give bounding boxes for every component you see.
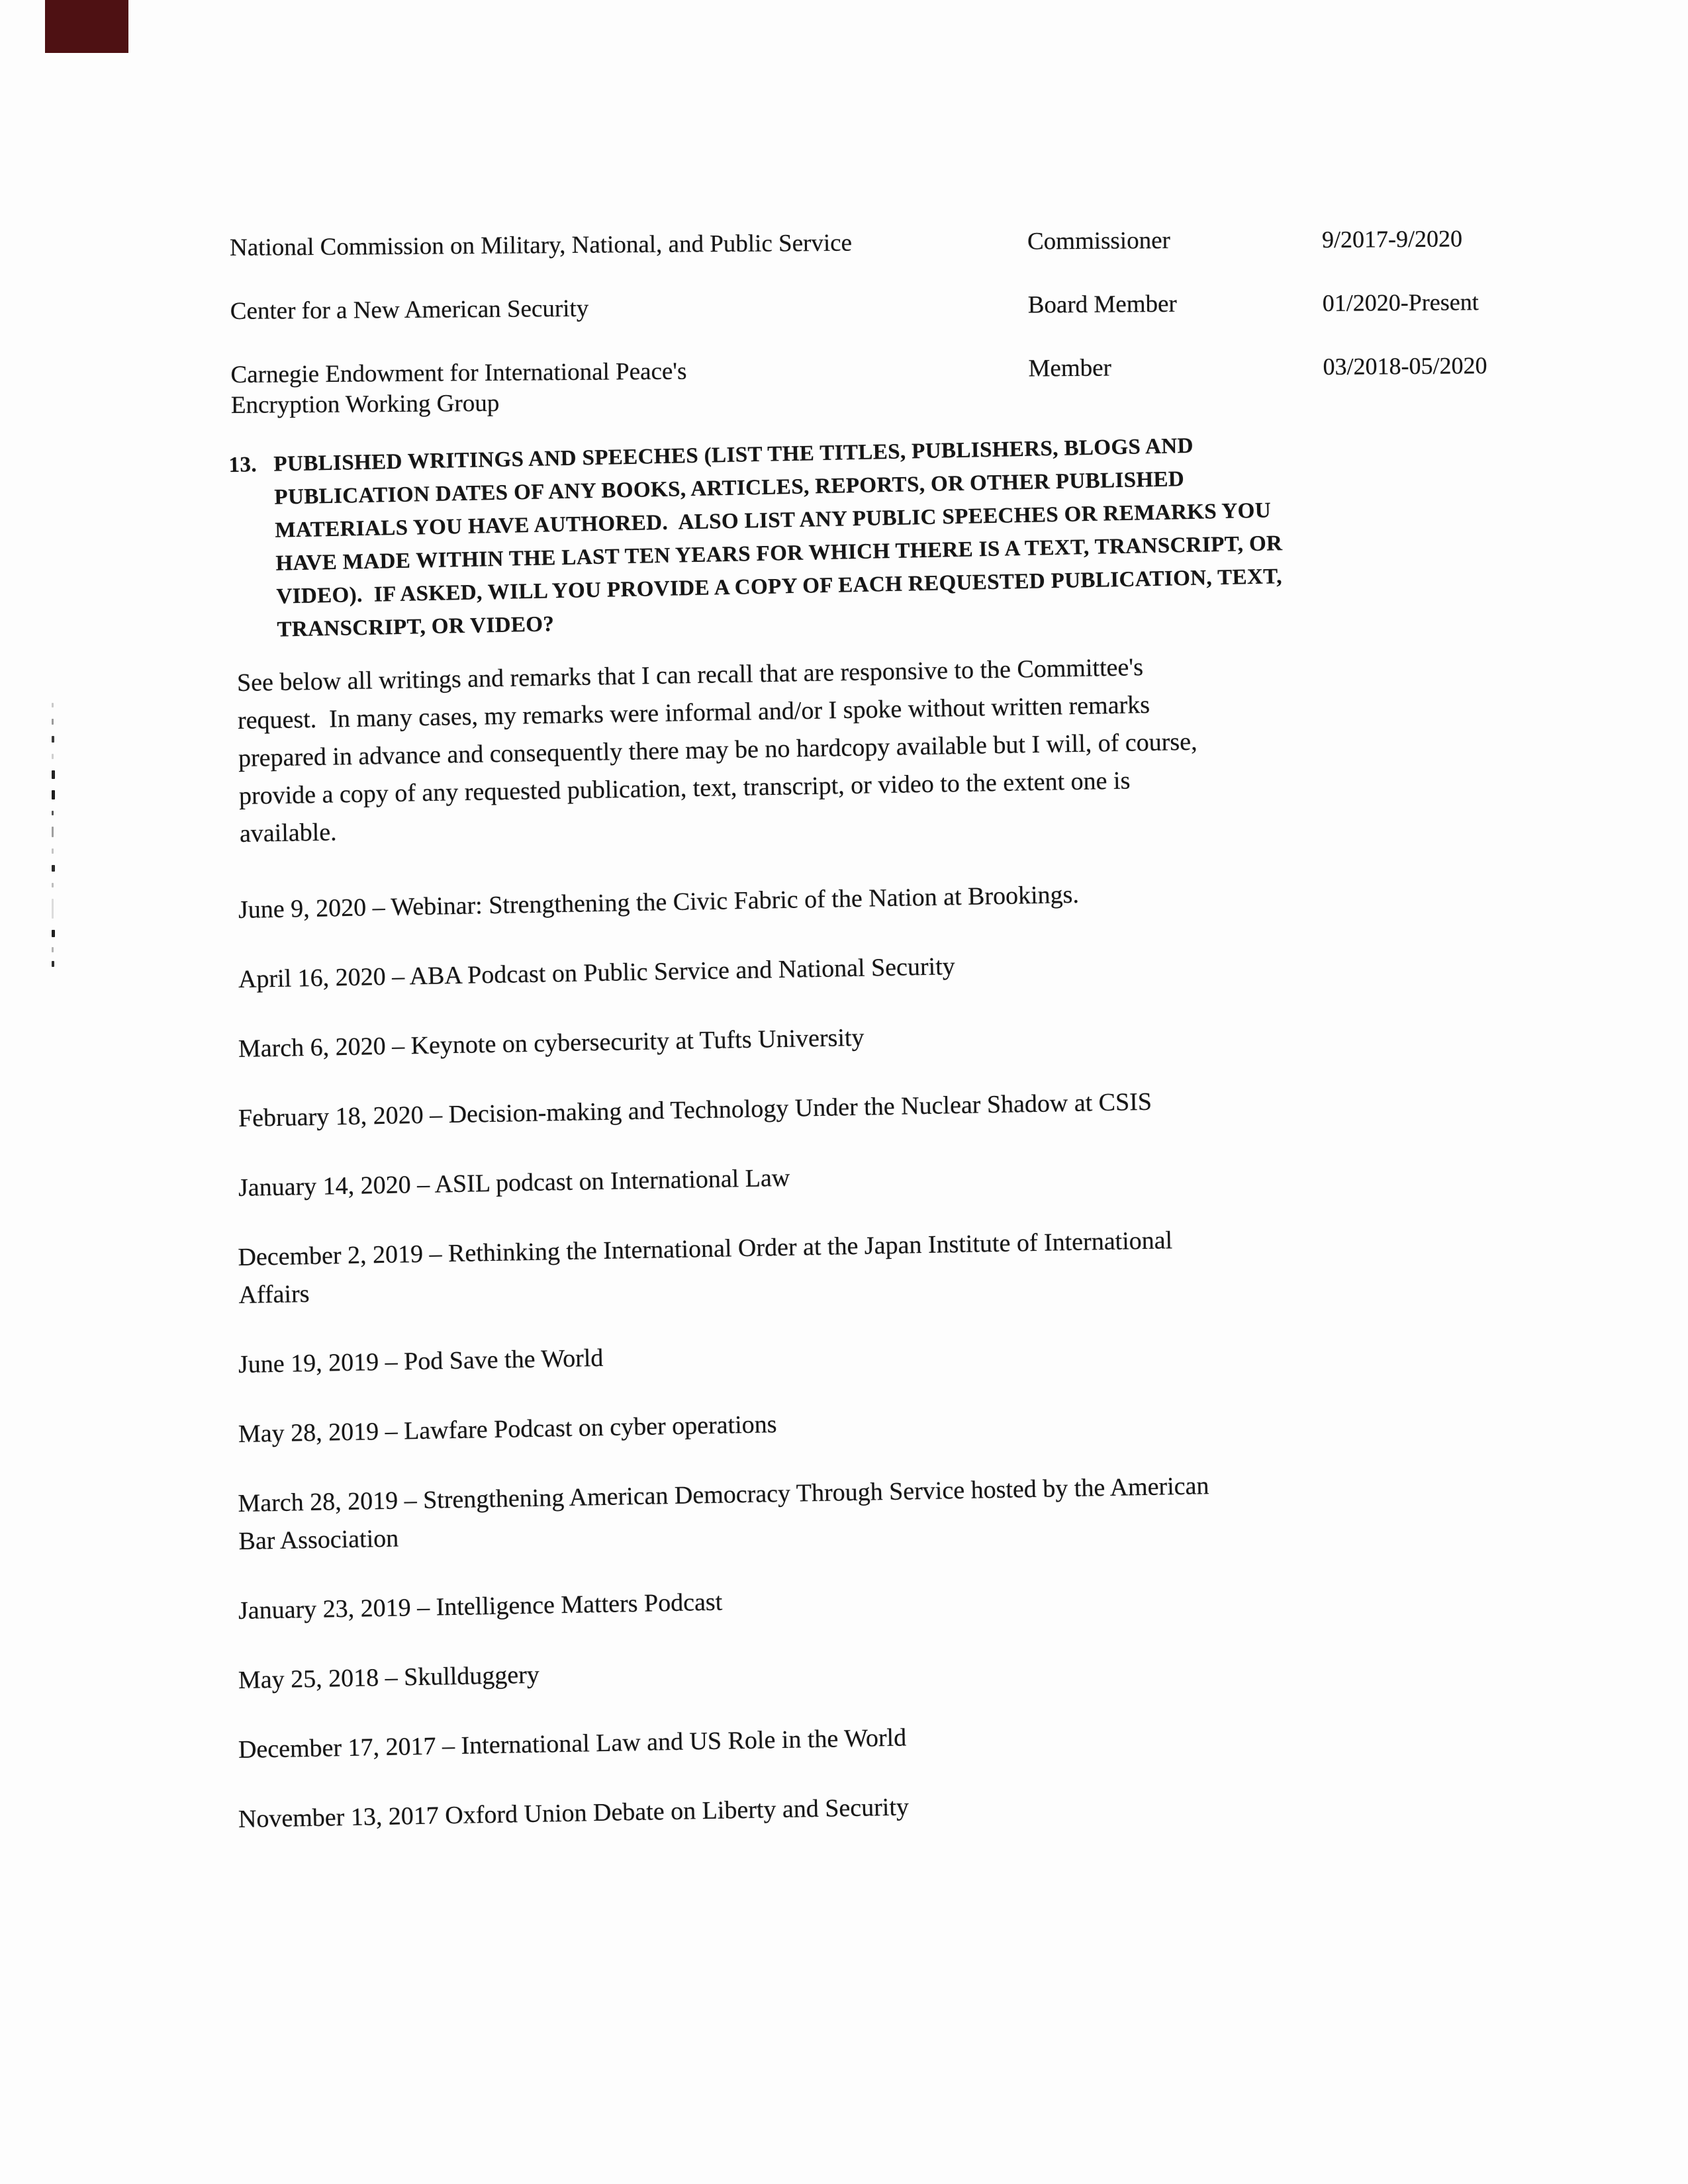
affiliation-row bbox=[230, 222, 1544, 263]
document-content bbox=[228, 225, 1544, 1870]
affiliation-role: Commissioner bbox=[1027, 226, 1171, 255]
affiliations-table bbox=[230, 222, 1545, 421]
list-item: February 18, 2020 – Decision-making and Technology Under the Nuclear Shadow at CSIS bbox=[238, 1087, 1152, 1132]
question-number: 13. bbox=[228, 453, 258, 478]
list-item: June 19, 2019 – Pod Save the World bbox=[238, 1343, 604, 1379]
question-text: PUBLISHED WRITINGS AND SPEECHES (LIST THE TITLES, PUBLISHERS, BLOGS AND PUBLICATION DATES OF ANY BOOKS, ARTICLES, REPORTS, OR OTHER PUBLISHED MATERIALS YOU HAVE AUTHORED. ALSO LIST ANY PUBLIC SPEECHES OR REMARKS YOU HAVE MADE WITHIN THE LAST TEN YEARS FOR WHICH THERE IS A TEXT, TRANSCRIPT, OR VIDEO). IF ASKED, WILL YOU PROVIDE A COPY OF EACH REQUESTED PUBLICATION, TEXT, TRANSCRIPT, OR VIDEO? bbox=[273, 433, 1283, 642]
scan-corner-mark bbox=[45, 0, 128, 53]
list-item: December 17, 2017 – International Law and US Role in the World bbox=[238, 1723, 907, 1764]
answer-intro-paragraph: See below all writings and remarks that I can recall that are responsive to the Committee's request. In many cases, my remarks were informal and/or I spoke without written remarks prepared in advance and consequently there may be no hardcopy available but I will, of course, provide a copy of any requested publication, text, transcript, or video to the extent one is available. bbox=[236, 653, 1197, 848]
scan-edge-marks bbox=[52, 703, 57, 978]
affiliation-dates: 9/2017-9/2020 bbox=[1321, 225, 1463, 253]
question-13 bbox=[228, 422, 1546, 647]
list-item: May 28, 2019 – Lawfare Podcast on cyber operations bbox=[238, 1410, 777, 1448]
affiliation-org: National Commission on Military, National, and Public Service bbox=[229, 229, 853, 262]
affiliation-row bbox=[230, 349, 1545, 421]
list-item: May 25, 2018 – Skullduggery bbox=[238, 1661, 540, 1694]
list-item: January 23, 2019 – Intelligence Matters Podcast bbox=[238, 1588, 723, 1625]
affiliation-org: Center for a New American Security bbox=[230, 295, 589, 326]
list-item: April 16, 2020 – ABA Podcast on Public Service and National Security bbox=[238, 952, 956, 993]
list-item: December 2, 2019 – Rethinking the International Order at the Japan Institute of International Affairs bbox=[238, 1226, 1173, 1309]
list-item: June 9, 2020 – Webinar: Strengthening the Civic Fabric of the Nation at Brookings. bbox=[238, 880, 1080, 924]
affiliation-role: Board Member bbox=[1027, 290, 1177, 319]
affiliation-role: Member bbox=[1028, 354, 1112, 383]
list-item: March 6, 2020 – Keynote on cybersecurity at Tufts University bbox=[238, 1023, 865, 1063]
speeches-writings-list bbox=[238, 880, 1544, 1839]
list-item: January 14, 2020 – ASIL podcast on International Law bbox=[238, 1163, 790, 1202]
list-item: November 13, 2017 Oxford Union Debate on Liberty and Security bbox=[238, 1793, 910, 1833]
list-item: March 28, 2019 – Strengthening American Democracy Through Service hosted by the American Bar Association bbox=[238, 1472, 1209, 1555]
affiliation-dates: 03/2018-05/2020 bbox=[1323, 352, 1487, 381]
affiliation-row bbox=[230, 286, 1544, 327]
affiliation-org: Carnegie Endowment for International Peace's Encryption Working Group bbox=[230, 357, 687, 419]
affiliation-dates: 01/2020-Present bbox=[1322, 289, 1479, 317]
